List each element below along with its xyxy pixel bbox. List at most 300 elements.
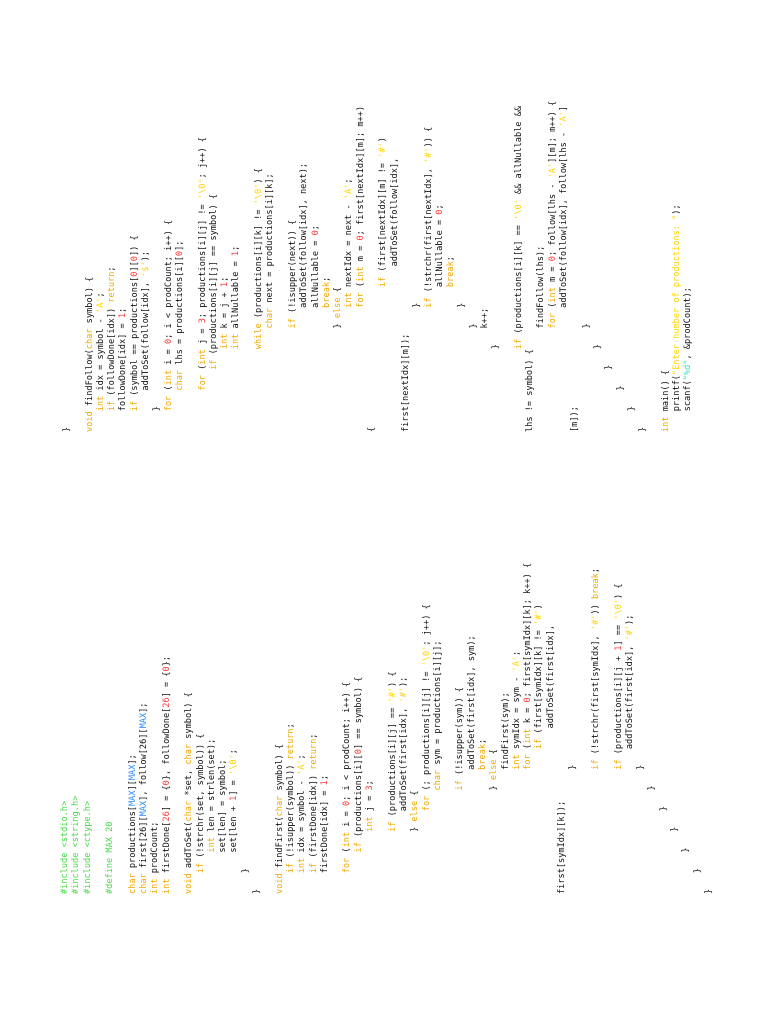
code-line xyxy=(73,101,84,432)
code-token: i = xyxy=(163,344,174,370)
code-token xyxy=(207,853,217,894)
code-line xyxy=(614,563,625,894)
code-token: ; xyxy=(118,307,129,313)
code-token: ; xyxy=(95,292,106,298)
code-token: (first[nextIdx][m] != xyxy=(378,157,389,277)
code-token xyxy=(614,770,624,894)
code-token-kw: int xyxy=(150,878,161,894)
code-line xyxy=(627,101,638,432)
code-token xyxy=(365,832,375,894)
code-line xyxy=(489,563,500,894)
code-token: allNullable = xyxy=(231,256,242,334)
code-token: first[26][ xyxy=(139,816,150,874)
code-line xyxy=(150,563,161,894)
code-token-str: '\0' xyxy=(254,183,265,205)
code-line xyxy=(446,101,457,432)
code-line xyxy=(376,563,387,894)
code-token: idx = symbol - xyxy=(95,312,106,396)
code-token-kw: int xyxy=(344,292,355,308)
code-token-kw: while xyxy=(254,323,265,350)
code-token-kw: int xyxy=(297,857,308,874)
code-token: (productions[i][j] == symbol) { xyxy=(208,193,219,360)
code-line xyxy=(536,101,547,432)
code-line xyxy=(557,563,568,894)
code-token: } xyxy=(240,868,251,894)
code-line xyxy=(514,101,525,432)
code-line xyxy=(568,563,579,894)
code-token: symbol) { xyxy=(84,276,95,329)
code-token: } xyxy=(62,426,72,432)
code-token xyxy=(422,811,432,894)
code-line xyxy=(128,563,139,894)
code-line xyxy=(252,563,263,894)
code-line xyxy=(570,101,581,432)
code-line xyxy=(218,563,229,894)
code-token xyxy=(130,411,140,432)
code-line xyxy=(457,101,468,432)
code-token: , &prodCount); xyxy=(683,287,694,360)
code-token: ], follow[26][ xyxy=(139,728,150,801)
code-token: ; xyxy=(310,225,321,231)
code-token: symbol) { xyxy=(184,692,195,744)
code-token: } xyxy=(604,364,615,432)
code-token: ; xyxy=(308,733,319,739)
code-line xyxy=(162,563,173,894)
code-token-num: 1 xyxy=(118,312,129,319)
code-token xyxy=(378,287,388,432)
code-token: ) xyxy=(378,137,389,143)
code-token-num: 0 xyxy=(342,800,353,806)
code-token: ] = { xyxy=(161,785,172,812)
code-token: ); xyxy=(624,614,635,625)
code-token: addToSet(first[idx], xyxy=(545,624,556,894)
code-token: lhs != symbol) { xyxy=(525,349,536,432)
code-token-kw: for xyxy=(342,857,353,874)
code-line xyxy=(209,101,220,432)
code-column-right xyxy=(62,101,695,432)
code-token-num: 0 xyxy=(161,666,172,672)
code-token-str: '\0' xyxy=(421,645,432,667)
code-token-kw: if xyxy=(208,359,219,370)
code-token xyxy=(424,308,434,432)
code-token: ( xyxy=(547,302,558,313)
code-token: ]; xyxy=(174,240,185,251)
code-line xyxy=(604,101,615,432)
code-token-kw: break xyxy=(590,573,601,600)
code-line xyxy=(422,563,433,894)
code-token xyxy=(297,873,307,894)
code-token: k++; xyxy=(479,307,490,432)
code-token xyxy=(455,791,465,894)
code-token-kw: char xyxy=(127,873,138,894)
code-token: findFirst(sym); xyxy=(500,692,511,894)
code-token: ; xyxy=(285,723,296,729)
code-token: ( xyxy=(342,847,353,858)
code-line xyxy=(107,101,118,432)
code-token: addToSet(first[idx], xyxy=(398,702,409,894)
code-token: ) { xyxy=(254,168,265,184)
code-token: ; xyxy=(344,178,355,184)
code-token-kw: void xyxy=(274,873,285,894)
code-token: } xyxy=(152,406,163,432)
code-token xyxy=(342,873,352,894)
code-token-kw: else xyxy=(410,800,421,822)
code-token: (firstDone[idx]) xyxy=(308,769,319,863)
code-line xyxy=(534,563,545,894)
code-token-kw: if xyxy=(353,842,364,853)
code-token-num: 0 xyxy=(129,271,140,277)
code-line xyxy=(60,563,71,894)
code-token-kw: if xyxy=(455,780,466,791)
code-token xyxy=(209,370,219,432)
code-token-str: 'A' xyxy=(559,111,570,127)
code-token: { xyxy=(489,749,500,760)
code-token: ( xyxy=(163,385,174,396)
code-token: (!isupper(next)) { xyxy=(287,219,298,319)
code-token: ; i < prodCount; i++) { xyxy=(163,219,174,339)
code-token: addToSet(first[idx], xyxy=(624,640,635,894)
code-line xyxy=(647,563,658,894)
code-token: && allNullable && xyxy=(513,106,524,200)
code-token: ) { xyxy=(613,583,624,600)
code-token: ]; xyxy=(139,702,150,713)
code-token: (first[symIdx][k] != xyxy=(534,624,545,739)
code-token: ); xyxy=(672,204,683,215)
code-token xyxy=(514,349,524,432)
code-token: scanf( xyxy=(683,380,694,432)
code-token: { xyxy=(410,790,421,801)
code-token: } xyxy=(615,385,626,432)
code-token-str: 'A' xyxy=(297,759,308,775)
code-token-kw: int xyxy=(231,333,242,350)
code-token-str: 'A' xyxy=(547,162,558,179)
code-token-num: 26 xyxy=(161,811,172,822)
code-token: ; xyxy=(590,567,601,574)
code-token: (; productions[i][j] != xyxy=(421,666,432,796)
code-line xyxy=(141,101,152,432)
code-line xyxy=(96,101,107,432)
code-token: first[nextIdx][m]); xyxy=(400,333,411,432)
code-line xyxy=(591,563,602,894)
code-token xyxy=(388,832,398,894)
code-token-num: 0 xyxy=(161,780,172,786)
code-line xyxy=(582,101,593,432)
code-token xyxy=(265,329,275,432)
code-token-kw: char xyxy=(274,795,285,817)
code-token-str: '#' xyxy=(624,624,635,641)
code-token: m = xyxy=(355,240,366,267)
code-line xyxy=(670,563,681,894)
code-token: lhs = productions[i][ xyxy=(174,256,185,370)
code-token-num: 0 xyxy=(355,235,366,241)
code-token xyxy=(356,308,366,432)
code-token: } xyxy=(647,785,658,894)
code-line xyxy=(523,563,534,894)
code-token: (productions[i][k] == xyxy=(513,219,524,339)
code-token-num: 0 xyxy=(163,338,174,344)
code-line xyxy=(661,101,672,432)
code-token-kw: if xyxy=(513,338,524,350)
code-token: )) { xyxy=(423,126,434,148)
code-token-kw: int xyxy=(355,266,366,282)
code-token-num: 0 xyxy=(129,256,140,262)
code-line xyxy=(139,563,150,894)
code-token: } xyxy=(703,888,714,894)
code-token: ; xyxy=(365,780,376,786)
code-token: ; xyxy=(434,204,445,210)
code-token-num: 1 xyxy=(319,780,330,786)
code-token: first[symIdx][k]); xyxy=(557,800,568,894)
code-token: ( xyxy=(197,364,208,376)
code-token-kw: char xyxy=(432,769,443,791)
code-token: ) xyxy=(534,604,545,610)
code-token xyxy=(433,791,443,894)
code-token-str: '\0' xyxy=(197,178,208,200)
code-token: ] xyxy=(559,106,570,112)
code-token-kw: if xyxy=(287,318,298,329)
code-token-pp: #include <ctype.h> xyxy=(82,800,93,894)
code-token: } xyxy=(626,406,637,432)
code-token: (productions[i][k] != xyxy=(254,204,265,324)
code-token-num: 0 xyxy=(547,256,558,262)
code-line xyxy=(164,101,175,432)
code-token: productions[ xyxy=(127,806,138,874)
code-line xyxy=(94,563,105,894)
code-line xyxy=(467,563,478,894)
code-token: (productions[i][j] == xyxy=(387,702,398,822)
code-token: followDone[idx] = xyxy=(118,318,129,432)
code-token: ; xyxy=(231,245,242,251)
code-line xyxy=(299,101,310,432)
code-token xyxy=(512,770,522,894)
code-token: ; productions[i][j] != xyxy=(197,199,208,319)
code-token: firstDone[idx] = xyxy=(319,785,330,894)
code-token: ] == xyxy=(613,619,624,646)
code-token-kw: int xyxy=(197,349,208,365)
code-line xyxy=(433,563,444,894)
code-token: } xyxy=(457,302,468,432)
code-token-kw: void xyxy=(84,411,95,432)
code-token-kw: char xyxy=(265,307,276,329)
code-token-str: '#' xyxy=(534,609,545,625)
code-token: } xyxy=(412,302,423,432)
code-token-kw: int xyxy=(365,816,376,832)
code-token-str: '\0' xyxy=(229,754,240,775)
code-line xyxy=(649,101,660,432)
code-token: set[len + xyxy=(229,800,240,894)
code-line xyxy=(354,563,365,894)
code-line xyxy=(625,563,636,894)
code-token: idx = symbol - xyxy=(297,774,308,858)
code-token: ; j++) { xyxy=(197,137,208,179)
code-line xyxy=(636,563,647,894)
code-token: ; xyxy=(321,276,332,282)
code-token: { xyxy=(367,426,378,432)
code-token: ); xyxy=(141,250,152,262)
code-token-num: 0 xyxy=(174,250,185,257)
code-token xyxy=(107,411,117,432)
code-token: ] = { xyxy=(161,671,172,698)
code-token: allNullable = xyxy=(310,235,321,432)
code-token: } xyxy=(658,806,669,894)
code-line xyxy=(455,563,466,894)
code-token: } xyxy=(638,426,649,432)
code-line xyxy=(704,563,715,894)
code-token: symbol) { xyxy=(274,743,285,796)
code-token: ][ xyxy=(127,780,138,791)
code-line xyxy=(277,101,288,432)
code-token: findFirst( xyxy=(274,816,285,874)
code-line xyxy=(71,563,82,894)
code-line xyxy=(580,563,591,894)
code-line xyxy=(173,563,184,894)
code-token-kw: if xyxy=(107,400,118,412)
code-line xyxy=(331,563,342,894)
code-token: printf( xyxy=(672,375,683,432)
code-token: findFollow(lhs); xyxy=(536,245,547,432)
code-token xyxy=(534,749,544,894)
code-token-pp: #include <string.h> xyxy=(71,795,82,894)
code-token: k = xyxy=(523,702,534,729)
code-token-kw: return xyxy=(308,738,319,770)
code-line xyxy=(152,101,163,432)
code-token-kw: int xyxy=(342,831,353,848)
code-line xyxy=(118,101,129,432)
code-token-mac: MAX xyxy=(127,790,138,807)
code-token: ; xyxy=(511,650,522,656)
code-line xyxy=(322,101,333,432)
code-line xyxy=(399,563,410,894)
code-token-kw: return xyxy=(107,271,118,303)
code-token: ; first[nextIdx][m]; m++) xyxy=(355,105,366,236)
code-token-pp: #define MAX 20 xyxy=(105,821,116,894)
code-token xyxy=(309,873,319,894)
code-token: sym = productions[i][j]; xyxy=(432,640,443,770)
code-token-pp: #include <stdio.h> xyxy=(60,800,70,894)
code-token-kw: for xyxy=(421,795,432,812)
code-token-kw: break xyxy=(321,281,332,308)
code-token: j = xyxy=(365,790,376,817)
code-token-kw: char xyxy=(184,743,195,765)
code-token-kw: int xyxy=(660,416,671,432)
code-line xyxy=(378,101,389,432)
code-token-kw: if xyxy=(378,276,389,288)
code-token: set[len] = symbol; xyxy=(218,759,229,894)
code-line xyxy=(309,563,320,894)
code-line xyxy=(356,101,367,432)
code-token: *set, xyxy=(184,764,195,801)
code-line xyxy=(672,101,683,432)
code-token: allNullable = xyxy=(434,214,445,432)
code-line xyxy=(243,101,254,432)
code-token: ) { xyxy=(387,671,398,688)
code-token: prodCount; xyxy=(150,821,161,879)
code-token-kw: break xyxy=(446,261,457,288)
code-line xyxy=(683,101,694,432)
code-token-str: '#' xyxy=(387,687,398,703)
code-token xyxy=(286,873,296,894)
code-line xyxy=(546,563,557,894)
code-token: m = xyxy=(547,261,558,288)
code-token-num: 3 xyxy=(197,318,208,324)
code-token: (productions[i][j + xyxy=(613,650,624,760)
code-token-kw: if xyxy=(613,759,624,770)
code-token xyxy=(354,853,364,894)
code-line xyxy=(638,101,649,432)
code-line xyxy=(342,563,353,894)
code-token: addToSet( xyxy=(184,821,195,874)
code-token: } xyxy=(670,826,681,894)
code-token: addToSet(follow[idx], xyxy=(141,276,152,432)
code-token: ; j++) { xyxy=(421,604,432,646)
code-line xyxy=(388,563,399,894)
code-token-kw: if xyxy=(285,862,296,874)
code-token-kw: if xyxy=(387,821,398,832)
code-token-kw: if xyxy=(423,297,434,308)
code-token-num: 0 xyxy=(523,697,534,703)
code-token: ]) { xyxy=(129,235,140,257)
code-line xyxy=(693,563,704,894)
code-token: ; xyxy=(220,276,231,282)
code-line xyxy=(401,101,412,432)
code-line xyxy=(175,101,186,432)
code-token-kw: for xyxy=(523,754,534,770)
code-line xyxy=(265,101,276,432)
code-token-num: 3 xyxy=(365,785,376,791)
code-line xyxy=(207,563,218,894)
code-line xyxy=(469,101,480,432)
code-line xyxy=(367,101,378,432)
code-token: ; first[symIdx][k]; k++) { xyxy=(523,562,534,698)
code-token xyxy=(446,287,456,432)
code-token: j = xyxy=(197,323,208,350)
code-line xyxy=(559,101,570,432)
code-line xyxy=(333,101,344,432)
code-token: ; xyxy=(446,256,457,262)
code-line xyxy=(130,101,141,432)
code-token-str: '\0' xyxy=(513,199,524,220)
code-token: (!isupper(symbol)) xyxy=(285,759,296,863)
code-token-kw: int xyxy=(163,369,174,386)
code-token-kw: for xyxy=(197,375,208,391)
code-token: ); xyxy=(398,676,409,688)
code-token-kw: int xyxy=(511,754,522,770)
code-line xyxy=(288,101,299,432)
code-token: nextIdx = next - xyxy=(344,199,355,293)
code-token-num: 1 xyxy=(613,645,624,651)
code-token: ; xyxy=(107,266,118,272)
code-token: ( xyxy=(523,743,534,755)
code-token-kw: else xyxy=(489,759,500,781)
code-token-fmt: "%d" xyxy=(683,359,694,381)
code-token-str: "Enter number of productions: " xyxy=(672,214,683,376)
code-token: ] = xyxy=(229,774,240,796)
code-line xyxy=(503,101,514,432)
code-token: ; xyxy=(477,738,488,744)
code-token: } xyxy=(692,868,703,894)
code-token: ( xyxy=(355,281,366,293)
code-token-str: '\0' xyxy=(613,599,624,620)
code-line xyxy=(548,101,559,432)
code-line xyxy=(478,563,489,894)
code-token-mac: MAX xyxy=(139,712,150,729)
code-line xyxy=(198,101,209,432)
code-line xyxy=(241,563,252,894)
code-token xyxy=(220,349,230,432)
code-token-str: '$' xyxy=(141,261,152,277)
code-token: (symbol == productions[ xyxy=(129,276,140,401)
code-token-kw: char xyxy=(139,873,150,894)
